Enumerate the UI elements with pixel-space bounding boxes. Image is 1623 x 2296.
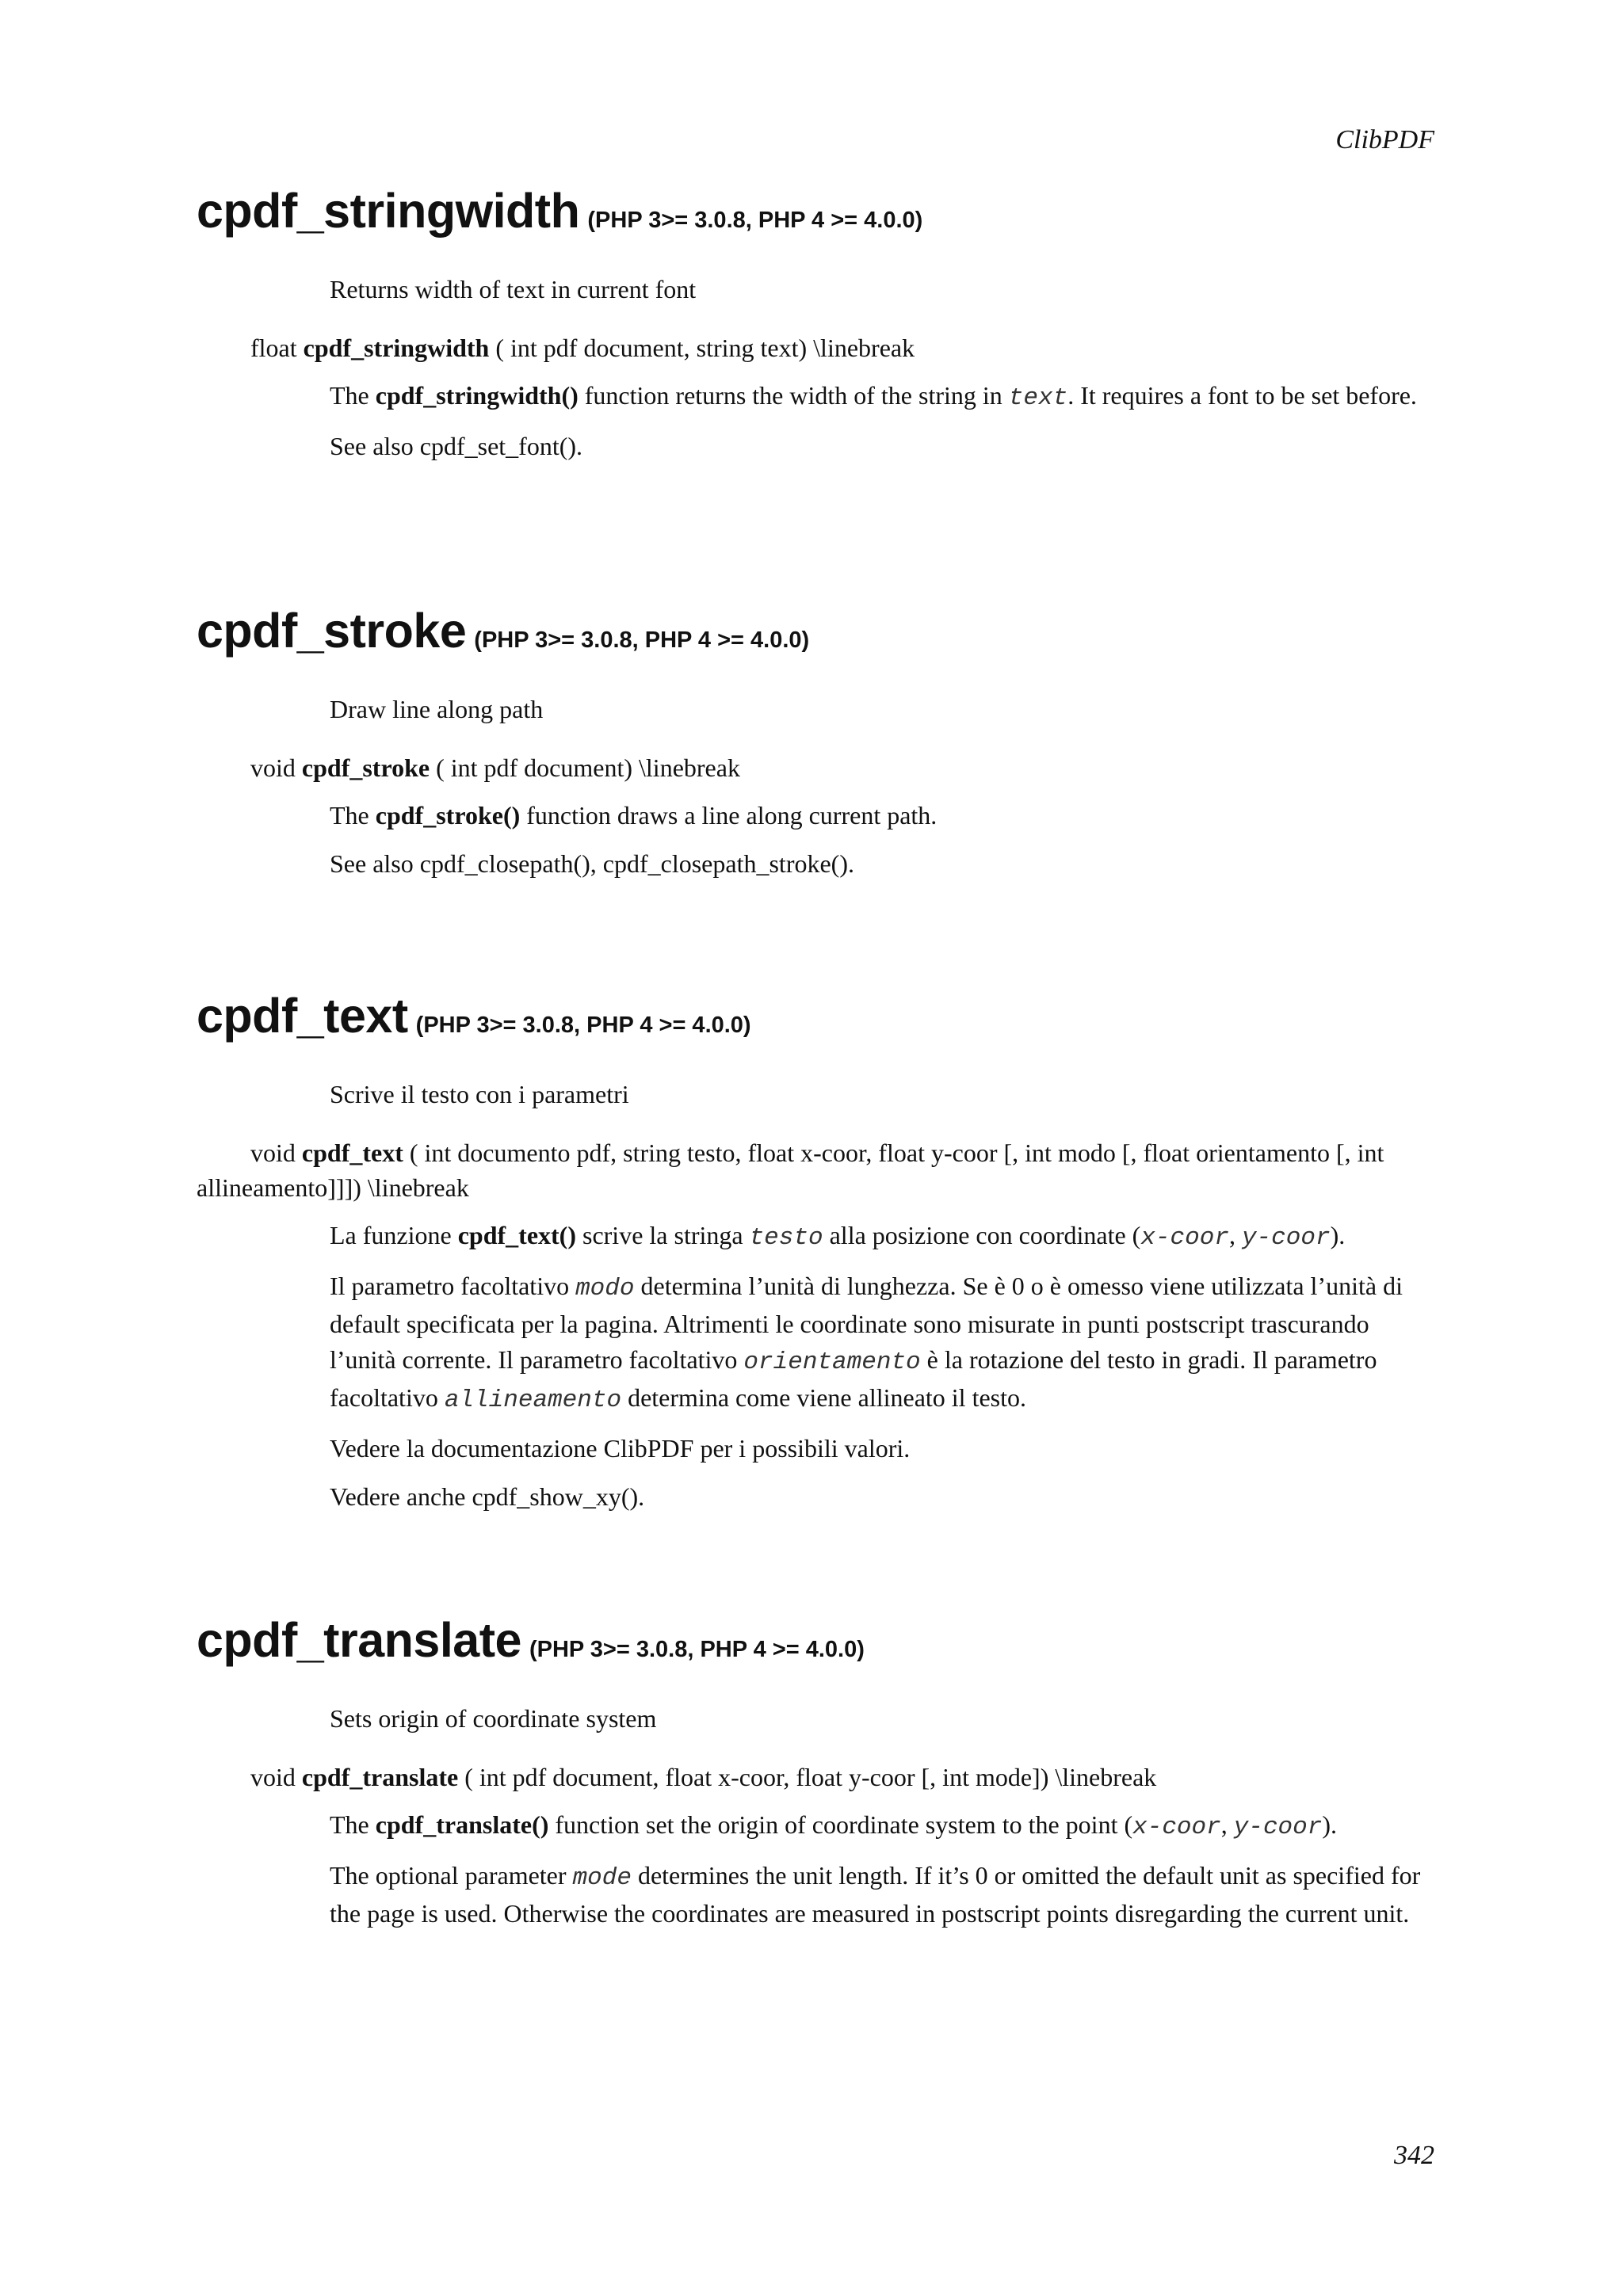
text-run: determina come viene allineato il testo. bbox=[621, 1383, 1026, 1412]
text-run: scrive la stringa bbox=[575, 1221, 750, 1249]
parameter-reference: mode bbox=[572, 1864, 632, 1892]
function-purpose: Scrive il testo con i parametri bbox=[330, 1080, 629, 1108]
parameter-reference: x-coor bbox=[1140, 1224, 1229, 1252]
parameter-list: ( int pdf document, float x-coor, float y-coor [, int mode]) \linebreak bbox=[464, 1763, 1157, 1791]
parameter-list: ( int pdf document, string text) \linebreak bbox=[495, 334, 915, 362]
entry-heading bbox=[197, 184, 1433, 238]
function-reference: cpdf_stroke() bbox=[375, 801, 521, 830]
function-name: cpdf_translate bbox=[197, 1613, 521, 1667]
text-run: function set the origin of coordinate system to the point ( bbox=[548, 1810, 1133, 1839]
php-version: (PHP 3>= 3.0.8, PHP 4 >= 4.0.0) bbox=[529, 1637, 865, 1662]
parameter-reference: y-coor bbox=[1241, 1224, 1331, 1252]
description-paragraph bbox=[330, 378, 1433, 416]
text-run: , bbox=[1220, 1810, 1234, 1839]
text-run: Il parametro facoltativo bbox=[330, 1272, 576, 1300]
see-also: See also cpdf_closepath(), cpdf_closepath_stroke(). bbox=[330, 849, 854, 878]
function-name: cpdf_text bbox=[197, 989, 408, 1043]
text-run: The bbox=[330, 1810, 376, 1839]
description-paragraph bbox=[330, 798, 1433, 833]
function-purpose: Returns width of text in current font bbox=[330, 275, 697, 303]
return-type: void bbox=[250, 1763, 296, 1791]
entry-cpdf-stringwidth bbox=[197, 184, 1433, 464]
entry-cpdf-translate bbox=[197, 1613, 1433, 1932]
function-name: cpdf_stroke bbox=[197, 604, 467, 658]
function-name: cpdf_stringwidth bbox=[197, 184, 580, 238]
text-run: The bbox=[330, 801, 376, 830]
entry-cpdf-text bbox=[197, 989, 1433, 1515]
return-type: void bbox=[250, 753, 296, 782]
text-run: La funzione bbox=[330, 1221, 458, 1249]
text-run: ). bbox=[1322, 1810, 1338, 1839]
see-also: See also cpdf_set_font(). bbox=[330, 432, 583, 460]
parameter-reference: x-coor bbox=[1132, 1814, 1221, 1841]
synopsis-function-name: cpdf_stroke bbox=[301, 753, 430, 782]
function-reference: cpdf_text() bbox=[457, 1221, 576, 1249]
page-number: 342 bbox=[1394, 2141, 1434, 2170]
function-synopsis bbox=[197, 330, 1433, 365]
synopsis-function-name: cpdf_text bbox=[301, 1138, 403, 1167]
text-run: ). bbox=[1330, 1221, 1346, 1249]
text-run: alla posizione con coordinate ( bbox=[823, 1221, 1141, 1249]
entry-heading bbox=[197, 604, 1433, 658]
text-run: è la rotazione del testo in gradi. Il parametro facoltativo bbox=[330, 1345, 1377, 1412]
function-reference: cpdf_stringwidth() bbox=[375, 381, 579, 410]
parameter-list: ( int pdf document) \linebreak bbox=[436, 753, 740, 782]
text-run: function draws a line along current path. bbox=[520, 801, 938, 830]
parameter-reference: modo bbox=[575, 1275, 635, 1302]
function-purpose: Sets origin of coordinate system bbox=[330, 1704, 657, 1733]
text-run: The bbox=[330, 381, 376, 410]
text-run: The optional parameter bbox=[330, 1861, 573, 1890]
return-type: void bbox=[250, 1138, 296, 1167]
parameter-reference: orientamento bbox=[743, 1348, 921, 1376]
parameter-reference: testo bbox=[749, 1224, 823, 1252]
php-version: (PHP 3>= 3.0.8, PHP 4 >= 4.0.0) bbox=[587, 208, 923, 233]
parameter-reference: allineamento bbox=[444, 1386, 622, 1414]
function-reference: cpdf_translate() bbox=[375, 1810, 549, 1839]
text-run: function returns the width of the string in bbox=[578, 381, 1009, 410]
description-paragraph: Vedere la documentazione ClibPDF per i possibili valori. bbox=[330, 1434, 911, 1463]
php-version: (PHP 3>= 3.0.8, PHP 4 >= 4.0.0) bbox=[415, 1013, 751, 1038]
text-run: . It requires a font to be set before. bbox=[1067, 381, 1417, 410]
text-run: determines the unit length. If it’s 0 or omitted the default unit as specified for the page is used. Otherwise the coordinates are measured in postscript points disregarding the current unit. bbox=[330, 1861, 1421, 1928]
description-paragraph bbox=[330, 1218, 1433, 1256]
description-paragraph bbox=[330, 1807, 1433, 1845]
function-synopsis bbox=[197, 1760, 1433, 1794]
function-purpose: Draw line along path bbox=[330, 695, 544, 723]
entry-heading bbox=[197, 1613, 1433, 1667]
php-version: (PHP 3>= 3.0.8, PHP 4 >= 4.0.0) bbox=[474, 627, 810, 653]
entry-heading bbox=[197, 989, 1433, 1043]
return-type: float bbox=[250, 334, 297, 362]
entry-cpdf-stroke bbox=[197, 604, 1433, 882]
function-synopsis bbox=[197, 1135, 1433, 1205]
parameter-list: ( int documento pdf, string testo, float x-coor, float y-coor [, int modo [, float orientamento [, int allineamento]]]) \linebreak bbox=[197, 1138, 1384, 1202]
function-synopsis bbox=[197, 750, 1433, 785]
synopsis-function-name: cpdf_translate bbox=[301, 1763, 459, 1791]
see-also: Vedere anche cpdf_show_xy(). bbox=[330, 1482, 645, 1511]
text-run: , bbox=[1228, 1221, 1242, 1249]
description-paragraph bbox=[330, 1268, 1433, 1418]
running-header-title: ClibPDF bbox=[1335, 125, 1434, 154]
text-run: determina l’unità di lunghezza. Se è 0 o è omesso viene utilizzata l’unità di default specificata per la pagina. Altrimenti le coordinate sono misurate in punti postscript trascurando l’unità corrente. Il parametro facoltativo bbox=[330, 1272, 1403, 1374]
description-paragraph bbox=[330, 1858, 1433, 1932]
synopsis-function-name: cpdf_stringwidth bbox=[303, 334, 490, 362]
parameter-reference: text bbox=[1008, 384, 1068, 412]
parameter-reference: y-coor bbox=[1233, 1814, 1323, 1841]
